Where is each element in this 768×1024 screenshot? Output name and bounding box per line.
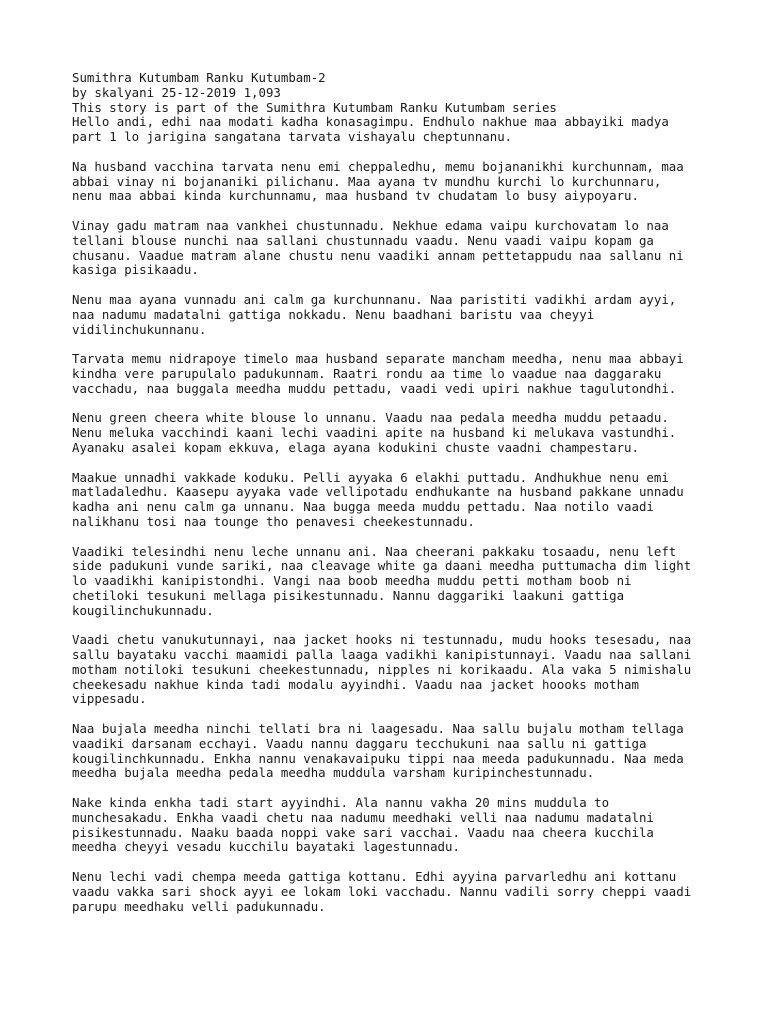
paragraph-line: Vaadi chetu vanukutunnayi, naa jacket hooks ni testunnadu, mudu hooks tesesadu, naa: [72, 632, 692, 648]
paragraph-line: kindha vere parupulalo padukunnam. Raatri rondu aa time lo vaadue naa daggaraku: [72, 365, 662, 381]
story-paragraph: [72, 293, 728, 337]
paragraph-line: Nenu maa ayana vunnadu ani calm ga kurchunnanu. Naa paristiti vadikhi ardam ayyi,: [72, 291, 677, 307]
paragraph-line: sallu bayataku vacchi maamidi palla laaga vadikhi kanipistunnayi. Vaadu naa sallani: [72, 647, 692, 663]
paragraph-line: kougilinchukunnadu.: [72, 602, 214, 618]
story-paragraph: [72, 471, 728, 530]
paragraph-line: vidilinchukunnanu.: [72, 321, 207, 337]
paragraph-line: Nenu meluka vacchindi kaani lechi vaadini apite na husband ki melukava vastundhi.: [72, 425, 677, 441]
paragraph-line: chetiloki tesukuni mellaga pisikestunnadu. Nannu daggariki laakuni gattiga: [72, 587, 625, 603]
story-paragraph: [72, 411, 728, 455]
story-paragraph: [72, 545, 728, 619]
paragraph-line: Vinay gadu matram naa vankhei chustunnadu. Nekhue edama vaipu kurchovatam lo naa: [72, 217, 669, 233]
paragraph-line: Nenu lechi vadi chempa meeda gattiga kottanu. Edhi ayyina parvarledhu ani kottanu: [72, 869, 677, 885]
paragraph-line: Na husband vacchina tarvata nenu emi cheppaledhu, memu bojananikhi kurchunnam, maa: [72, 158, 684, 174]
paragraph-line: munchesakadu. Enkha vaadi chetu naa nadumu meedhaki velli naa nadumu madatalni: [72, 809, 654, 825]
paragraph-line: Ayanaku asalei kopam ekkuva, elaga ayana kodukini chuste vaadni champestaru.: [72, 439, 639, 455]
paragraph-line: naa nadumu madatalni gattiga nokkadu. Nenu baadhani baristu vaa cheyyi: [72, 306, 595, 322]
story-paragraph: [72, 633, 728, 707]
story-byline: by skalyani 25-12-2019 1,093: [72, 84, 281, 100]
paragraph-line: nenu maa abbai kinda kurchunnamu, maa husband tv chudatam lo busy aiypoyaru.: [72, 188, 639, 204]
paragraph-line: Nenu green cheera white blouse lo unnanu. Vaadu naa pedala meedha muddu petaadu.: [72, 410, 669, 426]
paragraph-line: abbai vinay ni bojananiki pilichanu. Maa ayana tv mundhu kurchi lo kurchunnaru,: [72, 173, 662, 189]
paragraph-line: Maakue unnadhi vakkade koduku. Pelli ayyaka 6 elakhi puttadu. Andhukhue nenu emi: [72, 469, 669, 485]
story-paragraph: [72, 219, 728, 278]
paragraph-line: vippesadu.: [72, 691, 147, 707]
story-title: Sumithra Kutumbam Ranku Kutumbam-2: [72, 70, 326, 85]
series-note: This story is part of the Sumithra Kutumbam Ranku Kutumbam series: [72, 99, 557, 115]
paragraph-line: Naa bujala meedha ninchi tellati bra ni laagesadu. Naa sallu bujalu motham tellaga: [72, 721, 684, 737]
paragraph-line: parupu meedhaku velli padukunnadu.: [72, 898, 326, 914]
paragraph-line: nalikhanu tosi naa tounge tho penavesi cheekestunnadu.: [72, 513, 475, 529]
paragraph-line: vaadiki darsanam ecchayi. Vaadu nannu daggaru tecchukuni naa sallu ni gattiga: [72, 735, 647, 751]
story-paragraph: [72, 870, 728, 914]
paragraph-line: kasiga pisikaadu.: [72, 262, 199, 278]
intro-line: Hello andi, edhi naa modati kadha konasagimpu. Endhulo nakhue maa abbayiki madya: [72, 114, 669, 130]
paragraph-line: pisikestunnadu. Naaku baada noppi vake sari vacchai. Vaadu naa cheera kucchila: [72, 824, 654, 840]
story-paragraph: [72, 160, 728, 204]
paragraph-line: vacchadu, naa buggala meedha muddu pettadu, vaadi vedi upiri nakhue tagulutondhi.: [72, 380, 677, 396]
intro-line: part 1 lo jarigina sangatana tarvata vishayalu cheptunnanu.: [72, 129, 513, 145]
paragraph-line: vaadu vakka sari shock ayyi ee lokam loki vacchadu. Nannu vadili sorry cheppi vaadi: [72, 883, 692, 899]
paragraph-line: cheekesadu nakhue kinda tadi modalu ayyindhi. Vaadu naa jacket hoooks motham: [72, 676, 639, 692]
paragraph-line: matladaledhu. Kaasepu ayyaka vade vellipotadu endhukante na husband pakkane unnadu: [72, 484, 684, 500]
story-body: [72, 160, 728, 915]
paragraph-line: Nake kinda enkha tadi start ayyindhi. Ala nannu vakha 20 mins muddula to: [72, 795, 610, 811]
paragraph-line: side padukuni vunde sariki, naa cleavage white ga daani meedha puttumacha dim light: [72, 558, 692, 574]
document-header: [72, 71, 728, 145]
paragraph-line: chusanu. Vaadue matram alane chustu nenu vaadiki annam pettetappudu naa sallanu ni: [72, 247, 684, 263]
paragraph-line: Tarvata memu nidrapoye timelo maa husband separate mancham meedha, nenu maa abbayi: [72, 351, 684, 367]
paragraph-line: kadha ani nenu calm ga unnanu. Naa bugga meeda muddu pettadu. Naa notilo vaadi: [72, 499, 654, 515]
paragraph-line: meedha cheyyi vesadu kucchilu bayataki lagestunnadu.: [72, 839, 460, 855]
story-paragraph: [72, 796, 728, 855]
story-paragraph: [72, 352, 728, 396]
story-paragraph: [72, 722, 728, 781]
paragraph-line: motham notiloki tesukuni cheekestunnadu, nipples ni korikaadu. Ala vaka 5 nimishalu: [72, 661, 692, 677]
paragraph-line: Vaadiki telesindhi nenu leche unnanu ani. Naa cheerani pakkaku tosaadu, nenu left: [72, 543, 677, 559]
paragraph-line: kougilinchkunnadu. Enkha nannu venakavaipuku tippi naa meeda padukunnadu. Naa meda: [72, 750, 684, 766]
paragraph-line: tellani blouse nunchi naa sallani chustunnadu vaadu. Nenu vaadi vaipu kopam ga: [72, 232, 654, 248]
paragraph-line: lo vaadikhi kanipistondhi. Vangi naa boob meedha muddu petti motham boob ni: [72, 573, 632, 589]
paragraph-line: meedha bujala meedha pedala meedha muddula varsham kuripinchestunnadu.: [72, 765, 595, 781]
